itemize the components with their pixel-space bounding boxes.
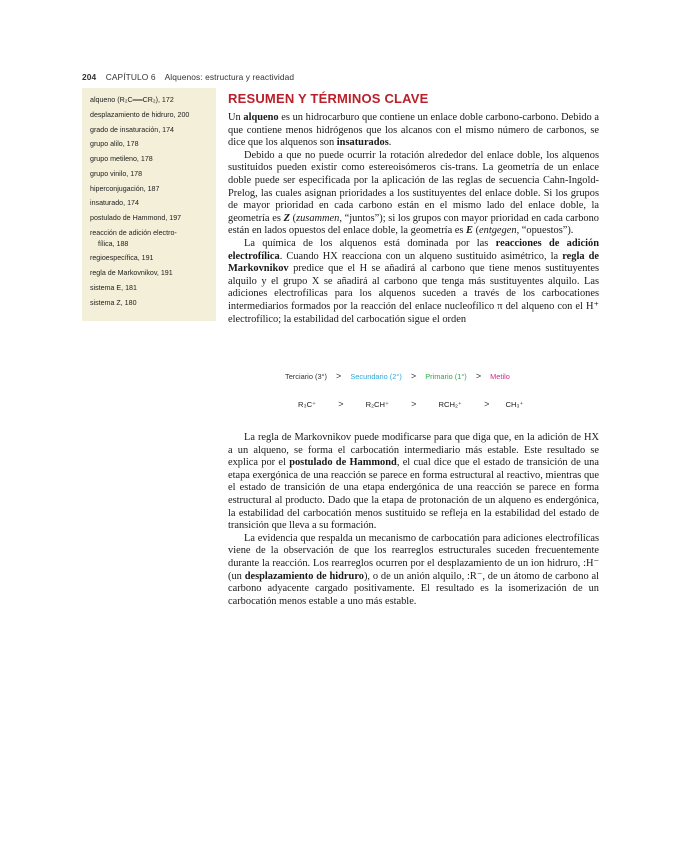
tertiary-label: Terciario (3°) (285, 372, 327, 381)
formula-primary: RCH₂⁺ (438, 400, 462, 409)
chapter-title: Alquenos: estructura y reactividad (164, 72, 295, 82)
paragraph-alkene-definition: Un alqueno es un hidrocarburo que contiene un enlace doble carbono-carbono. Debido a que contiene menos hidrógenos que los alcanos con el mismo número de carbonos, se dice que los alquenos son insaturados. (228, 112, 599, 149)
carbocation-formulas (298, 399, 524, 409)
paragraph-geometry: Debido a que no puede ocurrir la rotación alrededor del enlace doble, los alquenos sustituidos pueden existir como estereoisómeros cis-trans. La geometría de un enlace doble puede ser especificada por la aplicación de las reglas de secuencia Cahn-Ingold-Prelog, las cuales asignan prioridades a los sustituyentes del enlace doble. Si los grupos de mayor prioridad en cada carbono están en el mismo lado del enlace doble, la geometría es Z (zusammen, “juntos”); si los grupos con mayor prioridad en cada carbono están en lados opuestos del enlace doble, la geometría es E (entgegen, “opuestos”). (228, 149, 599, 237)
greater-than-sign: > (475, 371, 482, 381)
key-term: postulado de Hammond, 197 (90, 214, 182, 223)
key-term: grupo vinilo, 178 (90, 169, 143, 178)
formula-tertiary: R₃C⁺ (298, 400, 317, 409)
key-term: grado de insaturación, 174 (90, 125, 175, 134)
key-term: regla de Markovnikov, 191 (90, 269, 173, 278)
greater-than-sign: > (411, 399, 417, 409)
key-term: alqueno (R₂C══CR₂), 172 (90, 96, 174, 104)
running-head (82, 72, 294, 82)
key-term: desplazamiento de hidruro, 200 (90, 110, 190, 119)
chapter-label: CAPÍTULO 6 (105, 72, 156, 82)
secondary-label: Secundario (2°) (350, 372, 402, 381)
greater-than-sign: > (484, 399, 490, 409)
paragraph-rearrangements: La evidencia que respalda un mecanismo de carbocatión para adiciones electrofílicas viene de la observación de que los rearreglos estructurales suceden frecuentemente durante la reacción. Los rearreglos ocurren por el desplazamiento de un ion hidruro, :H⁻ (un desplazamiento de hidruro), o de un anión alquilo, :R⁻, de un átomo de carbono al carbono adyacente cargado positivamente. El resultado es la isomerización de un carbocatión menos estable a uno más estable. (228, 532, 599, 607)
formula-methyl: CH₃⁺ (505, 400, 524, 409)
greater-than-sign: > (338, 399, 344, 409)
key-term: hiperconjugación, 187 (90, 184, 160, 193)
key-term: sistema E, 181 (90, 283, 137, 292)
section-title: RESUMEN Y TÉRMINOS CLAVE (228, 91, 429, 106)
summary-text-bottom (228, 432, 599, 608)
key-term: sistema Z, 180 (90, 298, 137, 307)
formula-secondary: R₂CH⁺ (365, 400, 390, 409)
key-term: regioespecífica, 191 (90, 254, 154, 263)
key-terms-sidebar (82, 88, 216, 321)
paragraph-electrophilic-addition: La química de los alquenos está dominada por las reacciones de adición electrofílica. Cuando HX reacciona con un alqueno sustituido asimétrico, la regla de Markovnikov predice que el H se añadirá al carbono que tiene menos sustituyentes alquilo y el grupo X se añadirá al carbono que tenga más sustituyentes alquilo. Las adiciones electrofílicas para los alquenos suceden a través de los carbocationes intermediarios formados por la reacción del enlace nucleofílico π del alqueno con el H⁺ electrofílico; la estabilidad del carbocatión sigue el orden (228, 237, 599, 325)
methyl-label: Metilo (490, 372, 510, 381)
key-term: grupo metileno, 178 (90, 155, 153, 164)
carbocation-stability-order (285, 371, 510, 381)
greater-than-sign: > (336, 371, 342, 381)
key-term: reacción de adición electro- fílica, 188 (90, 229, 177, 248)
summary-text-top (228, 112, 599, 326)
key-term: grupo alilo, 178 (90, 140, 139, 149)
paragraph-hammond: La regla de Markovnikov puede modificarse para que diga que, en la adición de HX a un alqueno, se forma el carbocatión intermediario más estable. Este resultado se explica por el postulado de Hammond, el cual dice que el estado de transición de una etapa exergónica de una reacción se parece en forma estructural al reactivo, mientras que el estado de transición de una etapa endergónica de una reacción se parece en forma estructural al producto. Dado que la etapa de protonación de un alqueno es endergónica, la estabilidad del carbocatión menos sustituido se refleja en la estabilidad del estado de transición que lleva a su formación. (228, 432, 599, 532)
key-term: insaturado, 174 (90, 199, 139, 208)
page-number: 204 (82, 72, 97, 82)
primary-label: Primario (1°) (425, 372, 467, 381)
greater-than-sign: > (410, 371, 417, 381)
